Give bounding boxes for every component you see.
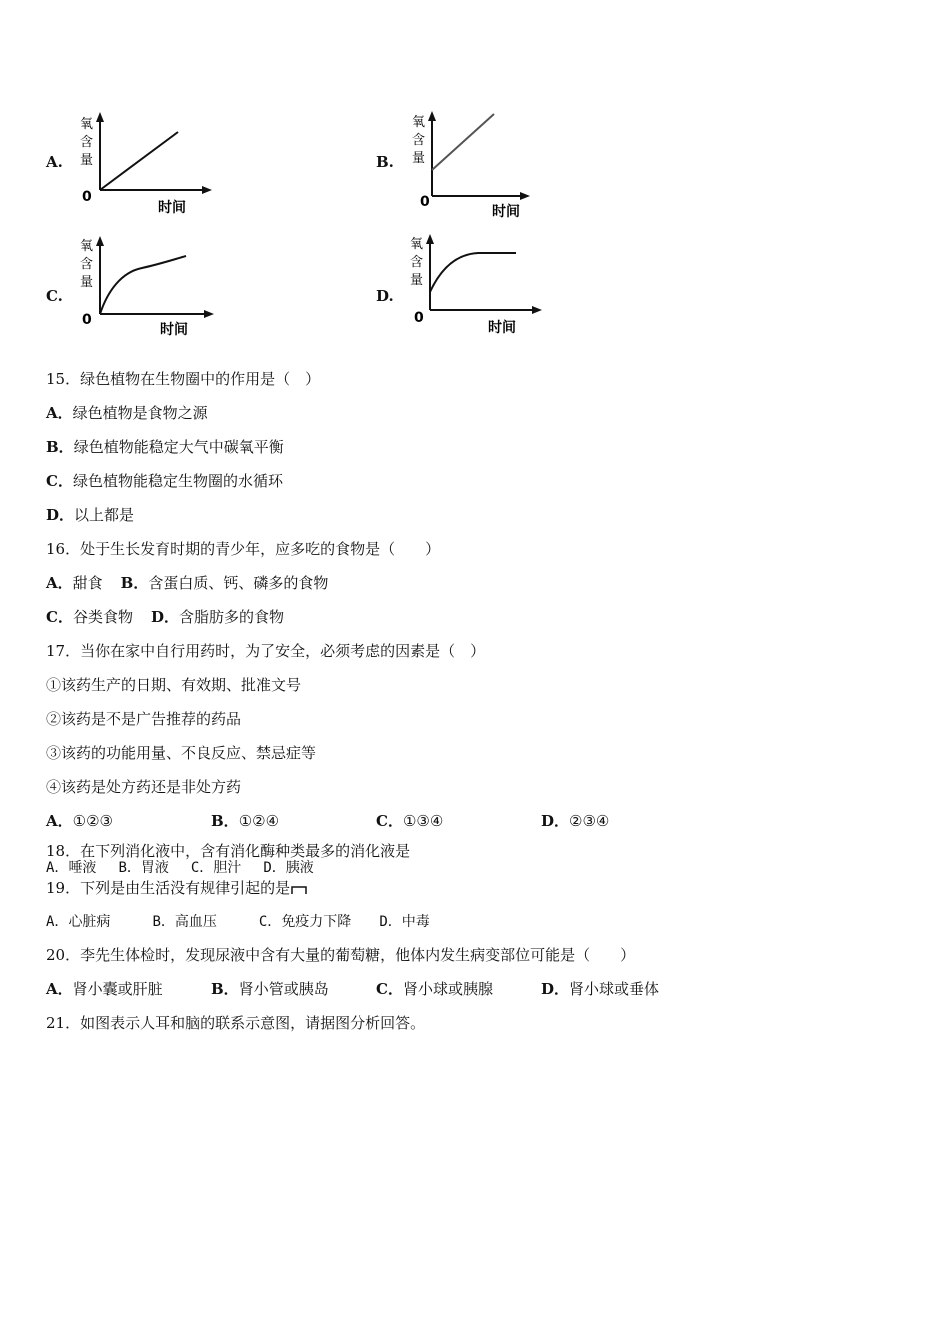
graph-b-y-char3: 量	[412, 151, 426, 166]
q19-options	[46, 912, 430, 932]
q16-stem: 16．处于生长发育时期的青少年，应多吃的食物是（ ）	[46, 540, 441, 558]
graph-c-x-label: 时间	[160, 322, 188, 338]
graph-d-y-char1: 氧	[410, 237, 424, 252]
q16-option-a-text: 甜食	[72, 574, 103, 592]
graph-c	[72, 232, 222, 340]
q15-option-d	[46, 505, 134, 525]
q16-option-a-key: A．	[46, 574, 73, 592]
graph-a-y-arrow	[96, 112, 104, 122]
graph-a-x-label: 时间	[158, 200, 186, 216]
graph-c-origin: 0	[82, 312, 92, 328]
q17-option-c-key: C．	[376, 812, 403, 830]
graph-d-origin: 0	[414, 310, 424, 326]
q19-option-d-text: 中毒	[401, 914, 430, 930]
graph-a-x-arrow	[202, 186, 212, 194]
q17-option-b-text: ①②④	[238, 812, 280, 830]
graph-c-label: C.	[46, 287, 63, 305]
q17-option-d-text: ②③④	[569, 812, 610, 830]
q15-stem: 15．绿色植物在生物圈中的作用是（ ）	[46, 370, 321, 388]
q16-option-b-key: B．	[120, 574, 149, 592]
q20-option-c	[376, 979, 493, 999]
q15-option-c-text: 绿色植物能稳定生物圈的水循环	[72, 472, 283, 490]
q15-option-a	[46, 403, 208, 423]
graph-b	[402, 108, 552, 220]
q16-option-d-text: 含脂肪多的食物	[178, 608, 284, 626]
q18-option-b-key: B．	[118, 860, 141, 876]
graph-c-y-char1: 氧	[80, 239, 94, 254]
q18-option-b-text: 胃液	[140, 860, 169, 876]
q18-stem: 18．在下列消化液中，含有消化酶种类最多的消化液是	[46, 842, 411, 860]
q20-option-b-text: 肾小管或胰岛	[238, 980, 329, 998]
q17-option-a-text: ①②③	[72, 812, 113, 830]
q17-item-1: ①该药生产的日期、有效期、批准文号	[46, 676, 302, 694]
q17-item-4: ④该药是处方药还是非处方药	[46, 778, 242, 796]
graph-c-x-arrow	[204, 310, 214, 318]
graph-a	[72, 110, 222, 218]
q15-option-d-key: D．	[46, 506, 75, 524]
graph-c-y-char2: 含	[80, 257, 94, 272]
answer-bracket-icon	[290, 883, 308, 895]
graph-b-x-arrow	[520, 192, 530, 200]
q17-option-a	[46, 811, 113, 831]
graph-b-y-char2: 含	[412, 133, 426, 148]
q20-option-d	[541, 979, 659, 999]
q15-option-c-key: C．	[46, 472, 73, 490]
q16-option-b-text: 含蛋白质、钙、磷多的食物	[148, 574, 329, 592]
q20-option-a	[46, 979, 163, 999]
q16-option-d-key: D．	[150, 608, 179, 626]
q16-option-c-text: 谷类食物	[72, 608, 133, 626]
q20-option-c-text: 肾小球或胰腺	[402, 980, 493, 998]
graph-b-x-label: 时间	[492, 204, 520, 220]
graph-d-x-arrow	[532, 306, 542, 314]
q20-option-b-key: B．	[211, 980, 239, 998]
q18-option-c-text: 胆汁	[213, 860, 242, 876]
graph-a-label: A.	[46, 153, 63, 171]
graph-b-curve	[432, 114, 494, 170]
graph-b-origin: 0	[420, 194, 430, 210]
q20-stem: 20．李先生体检时，发现尿液中含有大量的葡萄糖，他体内发生病变部位可能是（ ）	[46, 946, 636, 964]
q17-item-3: ③该药的功能用量、不良反应、禁忌症等	[46, 744, 317, 762]
q17-option-c	[376, 811, 443, 831]
q15-option-b-text: 绿色植物能稳定大气中碳氧平衡	[73, 438, 284, 456]
graph-d	[402, 230, 552, 340]
q15-option-a-key: A．	[46, 404, 73, 422]
q20-option-a-text: 肾小囊或肝脏	[72, 980, 163, 998]
graph-d-y-char3: 量	[410, 273, 424, 288]
q20-option-d-key: D．	[541, 980, 570, 998]
q20-option-d-text: 肾小球或垂体	[569, 980, 660, 998]
q18-option-c-key: C．	[190, 860, 214, 876]
q15-option-b	[46, 437, 284, 457]
q19-option-c-text: 免疫力下降	[281, 914, 352, 930]
q17-option-d-key: D．	[541, 812, 570, 830]
q20-option-c-key: C．	[376, 980, 403, 998]
q17-option-d	[541, 811, 609, 831]
graph-b-y-char1: 氧	[412, 115, 426, 130]
graph-c-y-arrow	[96, 236, 104, 246]
graph-a-curve	[100, 132, 178, 190]
q18-options	[46, 858, 314, 878]
graph-c-curve	[100, 256, 186, 314]
q19-option-c-key: C．	[258, 914, 282, 930]
graph-a-y-char1: 氧	[80, 117, 94, 132]
q19-stem: 19．下列是由生活没有规律引起的是	[46, 879, 291, 897]
q15-option-b-key: B．	[46, 438, 74, 456]
graph-d-curve	[430, 253, 516, 292]
q20-option-a-key: A．	[46, 980, 73, 998]
graph-c-y-char3: 量	[80, 275, 94, 290]
graph-b-y-arrow	[428, 111, 436, 121]
q19-option-b-text: 高血压	[174, 914, 217, 930]
graph-d-label: D.	[376, 287, 394, 305]
q19-option-b-key: B．	[152, 914, 175, 930]
q17-option-c-text: ①③④	[402, 812, 444, 830]
q19-option-a-key: A．	[46, 914, 69, 930]
graph-b-label: B.	[376, 153, 394, 171]
q17-item-2: ②该药是不是广告推荐的药品	[46, 710, 242, 728]
q20-option-b	[211, 979, 329, 999]
q15-option-a-text: 绿色植物是食物之源	[72, 404, 208, 422]
graph-d-y-char2: 含	[410, 255, 424, 270]
q15-option-c	[46, 471, 283, 491]
q17-option-a-key: A．	[46, 812, 73, 830]
q16-option-c-key: C．	[46, 608, 73, 626]
q16-options-row2	[46, 607, 284, 627]
graph-d-y-arrow	[426, 234, 434, 244]
q15-option-d-text: 以上都是	[74, 506, 135, 524]
q18-option-a-text: 唾液	[68, 860, 97, 876]
q19-option-d-key: D．	[379, 914, 402, 930]
q18-option-d-key: D．	[263, 860, 286, 876]
graph-a-y-char2: 含	[80, 135, 94, 150]
q18-option-a-key: A．	[46, 860, 69, 876]
q19-stem-line	[46, 878, 308, 898]
q16-options-row1	[46, 573, 328, 593]
q17-option-b	[211, 811, 279, 831]
graph-a-origin: 0	[82, 189, 92, 205]
graph-a-y-char3: 量	[80, 153, 94, 168]
q19-option-a-text: 心脏病	[68, 914, 111, 930]
graph-d-x-label: 时间	[488, 320, 516, 336]
q21-stem: 21．如图表示人耳和脑的联系示意图，请据图分析回答。	[46, 1014, 426, 1032]
q18-option-d-text: 胰液	[285, 860, 314, 876]
q17-stem: 17．当你在家中自行用药时，为了安全，必须考虑的因素是（ ）	[46, 642, 486, 660]
q17-option-b-key: B．	[211, 812, 239, 830]
